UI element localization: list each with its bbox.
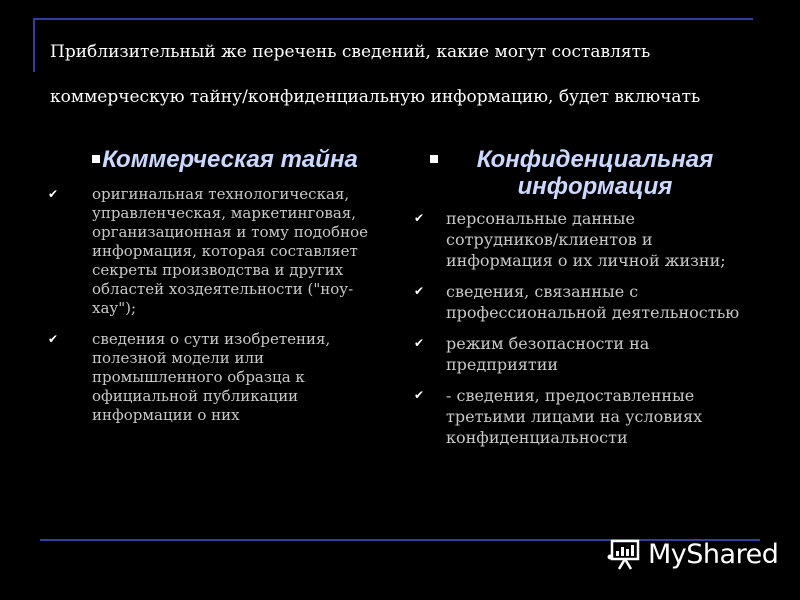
list-item-text: режим безопасности на предприятии [446, 334, 650, 374]
item-list [410, 208, 750, 448]
list-item-text: персональные данные сотрудников/клиентов и информация о их личной жизни; [446, 209, 726, 270]
column-title [40, 146, 390, 173]
checkmark-icon: ✔ [48, 332, 59, 346]
slide-heading [50, 30, 770, 120]
myshared-logo [606, 534, 778, 574]
list-item-text: сведения о сути изобретения, полезной модели или промышленного образца к официальной публикации информации о них [92, 330, 331, 424]
heading-line-1: Приблизительный же перечень сведений, какие могут составлять [50, 42, 651, 62]
list-item [40, 330, 390, 425]
checkmark-icon: ✔ [414, 336, 425, 350]
checkmark-icon: ✔ [414, 388, 425, 402]
checkmark-icon: ✔ [48, 187, 59, 201]
list-item [410, 385, 750, 448]
column-title-text: Конфиденциальная информация [476, 146, 714, 200]
column-title [410, 146, 750, 200]
checkmark-icon: ✔ [414, 284, 425, 298]
logo-text: MyShared [648, 538, 779, 570]
list-item-text: сведения, связанные с профессиональной деятельностью [446, 282, 740, 322]
list-item-text: - сведения, предоставленные третьими лицами на условиях конфиденциальности [446, 386, 703, 447]
list-item [410, 281, 750, 323]
frame-top-line [35, 18, 753, 20]
list-item [40, 185, 390, 318]
square-bullet-icon [92, 155, 100, 163]
frame-left-line [33, 18, 35, 72]
list-item-text: оригинальная технологическая, управленческая, маркетинговая, организационная и тому подобное информация, которая составляет секреты производства и других областей хоздеятельности ("ноу-хау"); [92, 185, 368, 317]
presentation-board-icon [606, 536, 642, 572]
column-commercial-secret [40, 146, 390, 437]
heading-line-2: коммерческую тайну/конфиденциальную информацию, будет включать [50, 87, 701, 107]
column-title-text: Коммерческая тайна [102, 146, 358, 173]
column-confidential-info [410, 146, 750, 458]
list-item [410, 333, 750, 375]
list-item [410, 208, 750, 271]
square-bullet-icon [430, 155, 438, 163]
checkmark-icon: ✔ [414, 211, 425, 225]
item-list [40, 185, 390, 425]
